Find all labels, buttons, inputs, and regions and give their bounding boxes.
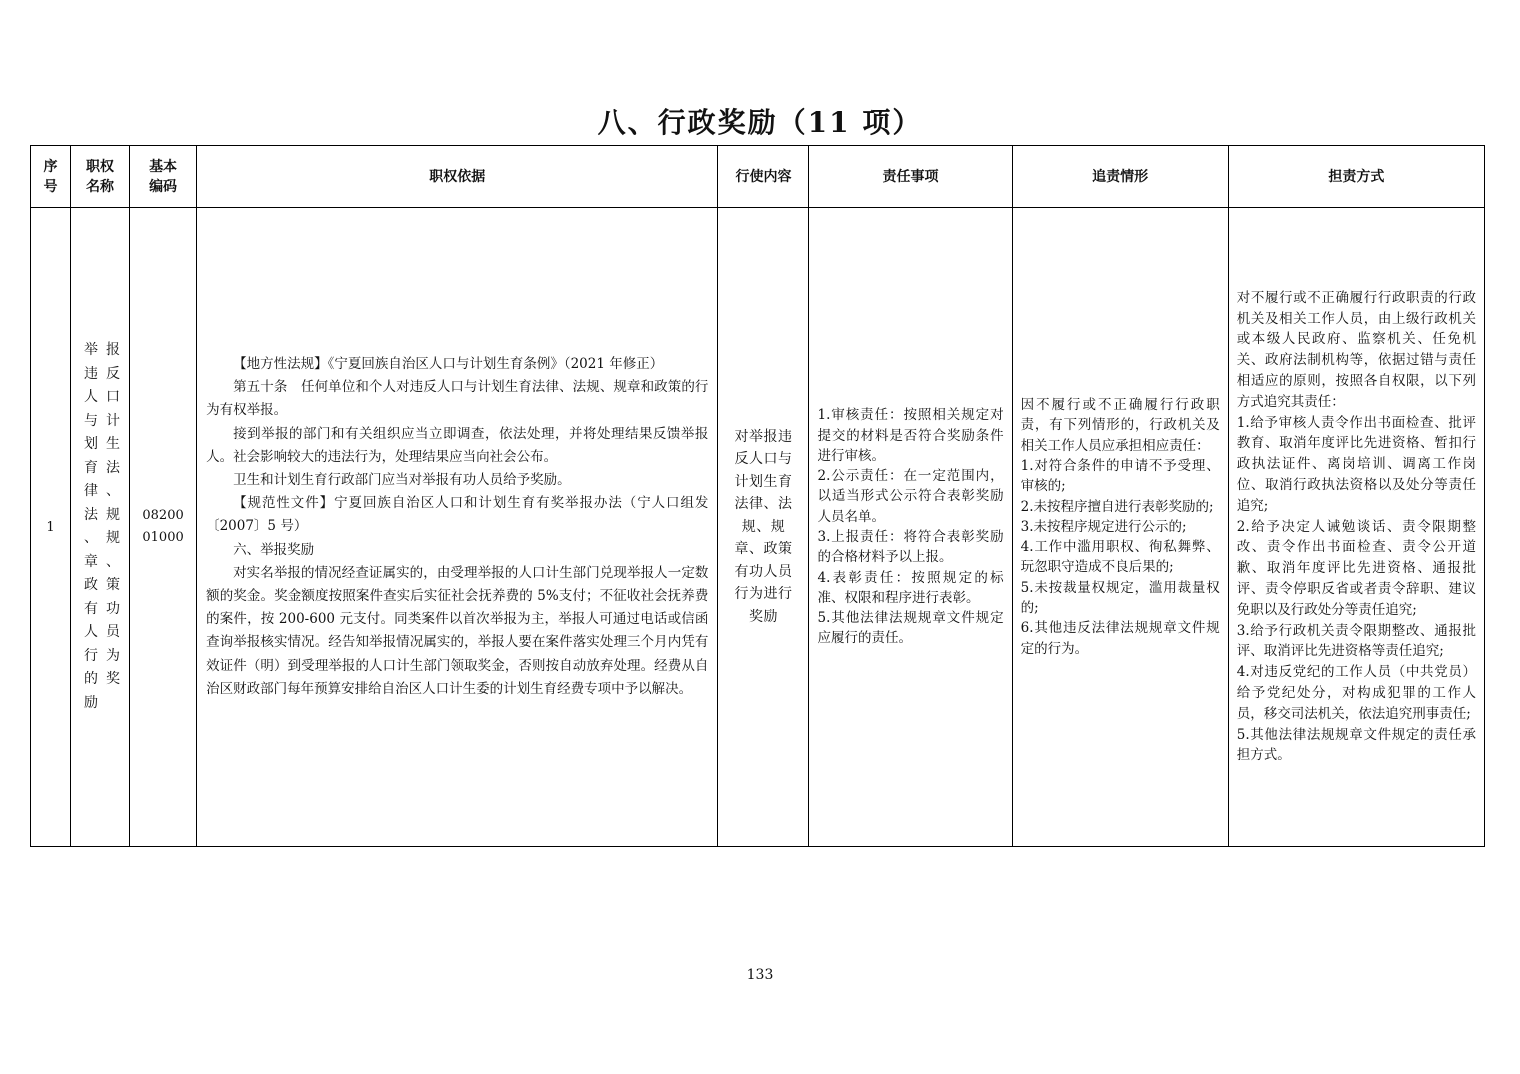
name-char: [103, 692, 123, 716]
method-item: 4.对违反党纪的工作人员（中共党员）给予党纪处分，对构成犯罪的工作人员，移交司法机关，依法追究刑事责任;: [1236, 664, 1476, 722]
header-name: [71, 146, 130, 208]
header-accountability: 追责情形: [1012, 146, 1228, 208]
basis-paragraph: 接到举报的部门和有关组织应当立即调查，依法处理，并将处理结果反馈举报人。社会影响较大的违法行为，处理结果应当向社会公布。: [206, 425, 709, 465]
basis-paragraph: 六、举报奖励: [233, 541, 315, 558]
name-char: 章: [84, 553, 99, 570]
row-accountability: [1012, 208, 1228, 847]
code-line: 01000: [142, 530, 184, 545]
row-seq: 1: [31, 208, 71, 847]
name-char: 、: [106, 483, 121, 499]
name-char: 励: [84, 694, 99, 711]
accountability-item: 因不履行或不正确履行行政职责，有下列情形的，行政机关及相关工作人员应承担相应责任：: [1020, 397, 1220, 454]
name-char: 计: [106, 412, 121, 429]
row-code: [130, 208, 197, 847]
basis-paragraph: 对实名举报的情况经查证属实的，由受理举报的人口计生部门兑现举报人一定数额的奖金。奖金额度按照案件查实后实征社会抚养费的 5%支付；不征收社会抚养费的案件，按 200-600 元支付。同类案件以首次举报为主，举报人可通过电话或信函查询举报核实情况。经告知举报情况属实的，举报人要在案件落实处理三个月内凭有效证件（明）到受理举报的人口计生部门领取奖金，否则按自动放弃处理。经费从自治区财政部门每年预算安排给自治区人口计生委的计划生育经费专项中予以解决。: [206, 564, 709, 697]
header-code-line: 基本: [149, 158, 178, 175]
name-char: 为: [106, 647, 121, 664]
basis-paragraph: 第五十条 任何单位和个人对违反人口与计划生育法律、法规、规章和政策的行为有权举报。: [206, 379, 709, 419]
name-char: 的: [84, 671, 99, 687]
row-duty: [809, 208, 1012, 847]
table-row: [31, 208, 1485, 847]
method-item: 2.给予决定人诫勉谈话、责令限期整改、责令作出书面检查、责令公开道歉、取消年度评比先进资格、通报批评、责令停职反省或者责令辞职、建议免职以及行政处分等责任追究;: [1236, 518, 1476, 618]
code-line: 08200: [142, 508, 184, 523]
duty-item: 5.其他法律法规规章文件规定应履行的责任。: [817, 610, 1004, 647]
name-char: 行: [84, 647, 99, 664]
duty-item: 4.表彰责任：按照规定的标准、权限和程序进行表彰。: [817, 569, 1004, 606]
name-char: 奖: [106, 671, 121, 687]
name-char: 策: [106, 577, 121, 593]
header-duty: 责任事项: [809, 146, 1012, 208]
name-char: 政: [84, 577, 99, 593]
header-basis: 职权依据: [197, 146, 718, 208]
name-chars: [81, 339, 129, 715]
basis-paragraph: 卫生和计划生育行政部门应当对举报有功人员给予奖励。: [233, 471, 571, 488]
page-number: 133: [746, 967, 774, 983]
name-char: 规: [106, 530, 121, 546]
table-header-row: [31, 146, 1485, 208]
name-char: 规: [106, 506, 121, 523]
name-char: 有: [84, 600, 99, 617]
name-char: 律: [84, 483, 99, 499]
method-item: 对不履行或不正确履行行政职责的行政机关及相关工作人员，由上级行政机关或本级人民政府、监察机关、任免机关、政府法制机构等，依据过错与责任相适应的原则，按照各自权限，以下列方式追究其责任：: [1236, 289, 1476, 410]
name-char: 举: [84, 342, 99, 358]
name-char: 口: [106, 389, 121, 405]
row-content: 对举报违反人口与计划生育法律、法规、规章、政策有功人员行为进行奖励: [718, 208, 809, 847]
method-item: 5.其他法律法规规章文件规定的责任承担方式。: [1236, 726, 1476, 764]
administrative-reward-table: [30, 145, 1485, 847]
header-seq-line: 序: [43, 158, 58, 175]
accountability-item: 2.未按程序擅自进行表彰奖励的;: [1020, 498, 1214, 515]
name-char: 育: [84, 459, 99, 476]
row-basis: [197, 208, 718, 847]
name-char: 、: [84, 530, 99, 546]
name-char: 功: [106, 600, 121, 617]
header-seq-line: 号: [43, 178, 58, 195]
name-char: 法: [84, 506, 99, 523]
accountability-item: 1.对符合条件的申请不予受理、审核的;: [1020, 457, 1220, 495]
header-code-line: 编码: [149, 178, 178, 195]
name-char: 划: [84, 436, 99, 452]
name-char: 人: [84, 624, 99, 640]
name-char: 反: [106, 365, 121, 382]
page-title: 八、行政奖励（11 项）: [597, 106, 923, 139]
header-code: [130, 146, 197, 208]
method-item: 1.给予审核人责令作出书面检查、批评教育、取消年度评比先进资格、暂扣行政执法证件、离岗培训、调离工作岗位、取消行政执法资格以及处分等责任追究;: [1236, 414, 1476, 514]
basis-paragraph: 【规范性文件】宁夏回族自治区人口和计划生育有奖举报办法（宁人口组发〔2007〕5 号）: [206, 495, 709, 535]
header-name-line: 名称: [86, 178, 115, 195]
name-char: 与: [84, 412, 99, 429]
accountability-item: 3.未按程序规定进行公示的;: [1020, 518, 1187, 535]
duty-item: 1.审核责任：按照相关规定对提交的材料是否符合奖励条件进行审核。: [817, 407, 1004, 464]
duty-item: 3.上报责任：将符合表彰奖励的合格材料予以上报。: [817, 529, 1004, 566]
name-char: 生: [106, 436, 121, 452]
header-method: 担责方式: [1228, 146, 1484, 208]
name-char: 违: [84, 365, 99, 382]
name-char: 员: [106, 624, 121, 640]
name-char: 法: [106, 459, 121, 476]
name-char: 人: [84, 389, 99, 405]
basis-paragraph: 【地方性法规】《宁夏回族自治区人口与计划生育条例》（2021 年修正）: [233, 355, 664, 372]
name-char: 、: [106, 553, 121, 570]
accountability-item: 5.未按裁量权规定，滥用裁量权的;: [1020, 579, 1220, 617]
row-method: [1228, 208, 1484, 847]
accountability-item: 4.工作中滥用职权、徇私舞弊、玩忽职守造成不良后果的;: [1020, 539, 1220, 576]
name-char: 报: [106, 342, 121, 358]
method-item: 3.给予行政机关责令限期整改、通报批评、取消评比先进资格等责任追究;: [1236, 622, 1476, 660]
accountability-item: 6.其他违反法律法规规章文件规定的行为。: [1020, 620, 1220, 657]
duty-item: 2.公示责任：在一定范围内，以适当形式公示符合表彰奖励人员名单。: [817, 468, 1004, 525]
header-name-line: 职权: [86, 158, 115, 175]
header-seq: [31, 146, 71, 208]
row-name: [71, 208, 130, 847]
header-content: 行使内容: [718, 146, 809, 208]
